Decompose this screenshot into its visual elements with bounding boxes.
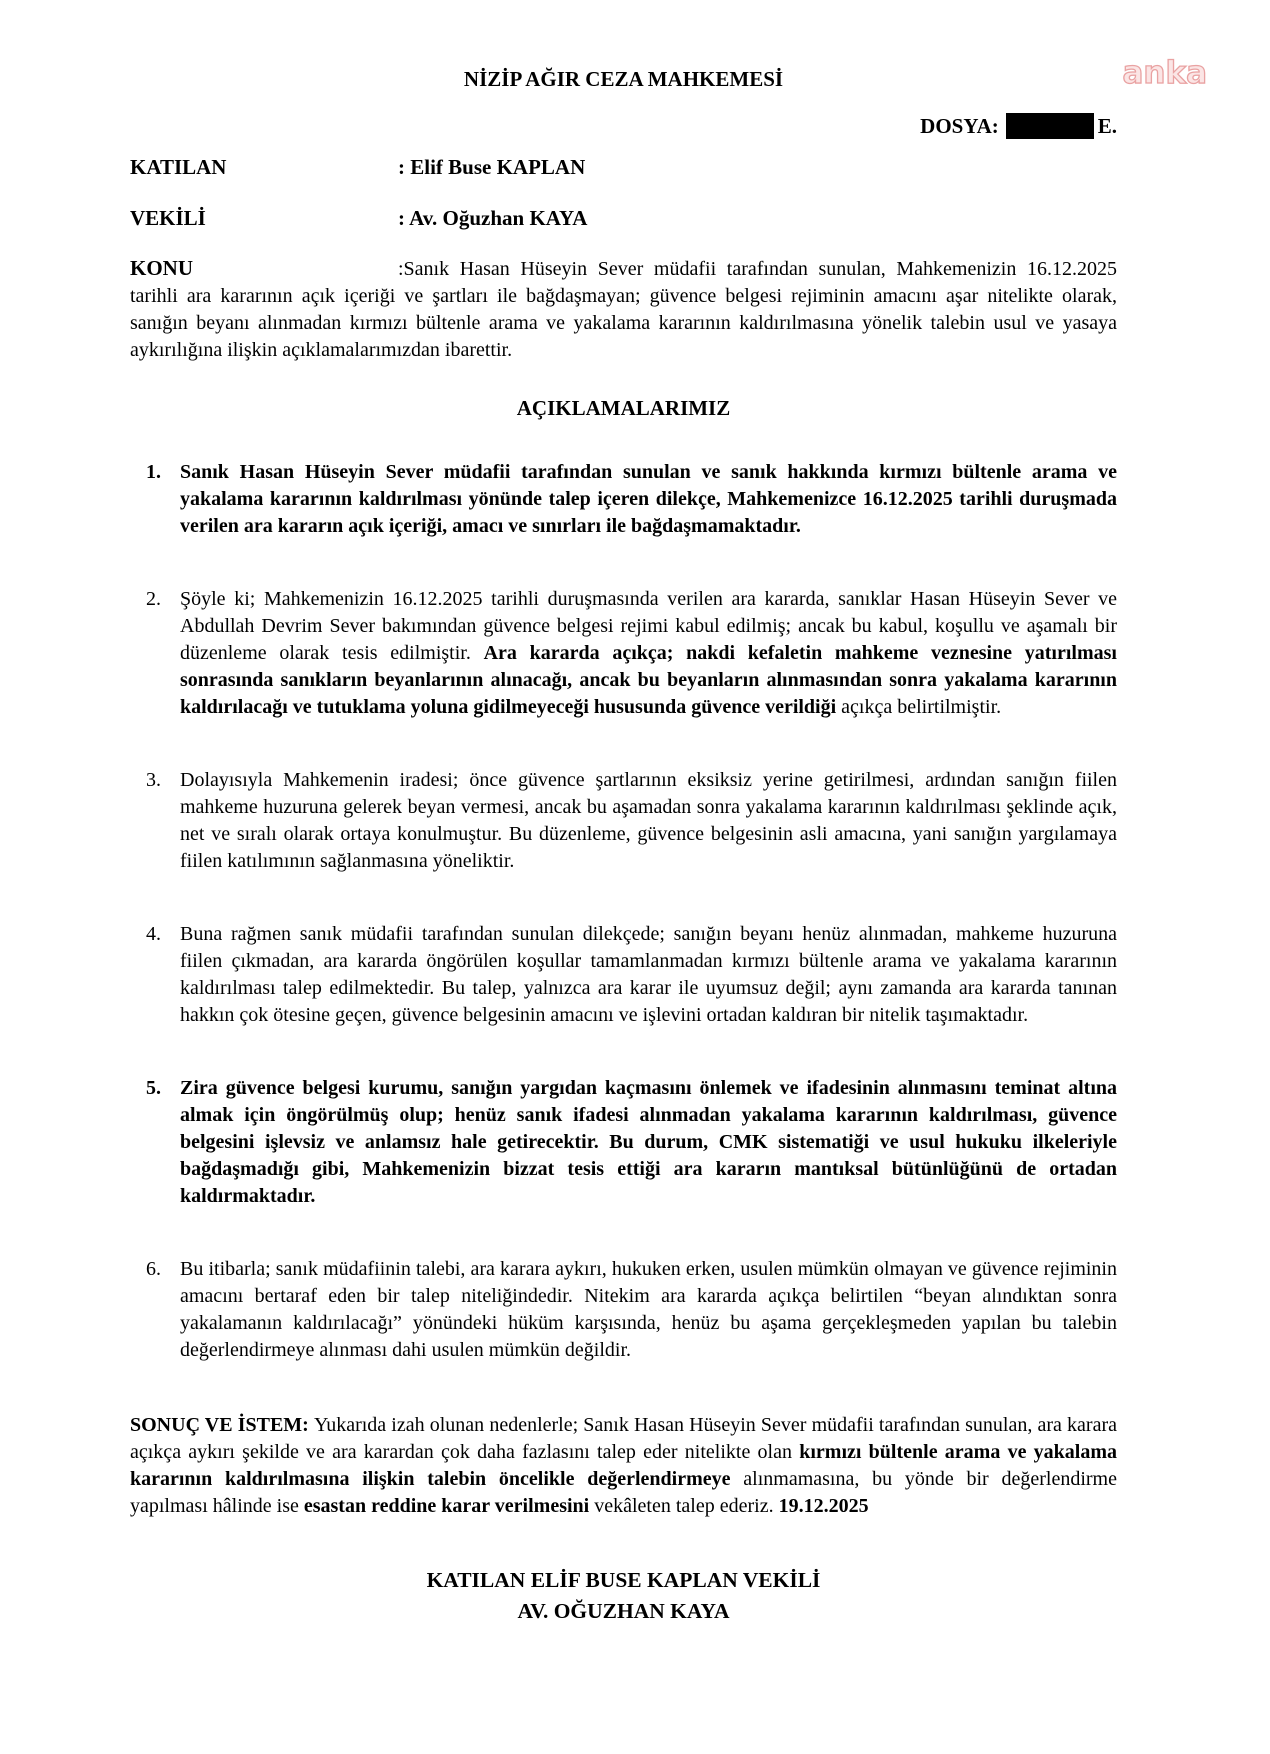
- konu-label: KONU: [130, 256, 193, 280]
- list-item: [130, 1256, 1117, 1364]
- list-item: [130, 586, 1117, 721]
- court-title: NİZİP AĞIR CEZA MAHKEMESİ: [463, 67, 784, 91]
- bold-text-segment: Sanık Hasan Hüseyin Sever müdafii tarafından sunulan ve sanık hakkında kırmızı bültenle arama ve yakalama kararının kaldırılması yönünde talep içeren dilekçe, Mahkemenizce 16.12.2025 tarihli duruşmada verilen ara kararın açık içeriği, amacı ve sınırları ile bağdaşmamaktadır.: [180, 461, 1117, 537]
- bold-text-segment: SONUÇ VE İSTEM:: [130, 1414, 314, 1436]
- text-segment: Şöyle ki; Mahkemenizin 16.12.2025 tarihli duruşmasında verilen ara kararda, sanıklar Hasan Hüseyin Sever ve Abdullah Devrim Sever bakımından güvence belgesi rejimi kabul edilmiş; ancak bu kabul, koşullu ve aşamalı bir düzenleme olarak tesis edilmiştir.: [180, 588, 1117, 664]
- list-item: [130, 1075, 1117, 1210]
- list-item: [130, 921, 1117, 1029]
- section-heading: AÇIKLAMALARIMIZ: [516, 396, 731, 420]
- signature-block: [130, 1565, 1117, 1627]
- list-item-number: 6.: [146, 1258, 161, 1280]
- party-value: : Av. Oğuzhan KAYA: [398, 206, 588, 230]
- konu-paragraph: [130, 255, 1117, 364]
- text-segment: Buna rağmen sanık müdafii tarafından sunulan dilekçede; sanığın beyanı henüz alınmadan, mahkeme huzuruna fiilen çıkmadan, ara kararda öngörülen koşullar tamamlanmadan kırmızı bültenle arama ve yakalama kararının kaldırılması talep edilmektedir. Bu talep, yalnızca ara karar ile uyumsuz değil; aynı zamanda ara kararda tanınan hakkın çok ötesine geçen, güvence belgesinin amacını ve işlevini ortadan kaldıran bir nitelik taşımaktadır.: [180, 923, 1117, 1026]
- signature-line-1: KATILAN ELİF BUSE KAPLAN VEKİLİ: [426, 1568, 821, 1592]
- bold-text-segment: 19.12.2025: [778, 1495, 869, 1517]
- party-row: [130, 154, 1117, 181]
- dosya-suffix: E.: [1097, 114, 1117, 138]
- konu-text: :Sanık Hasan Hüseyin Sever müdafii tarafından sunulan, Mahkemenizin 16.12.2025 tarihli ara kararının açık içeriği ve şartları ile bağdaşmayan; güvence belgesi rejiminin amacını aşar nitelikte olarak, sanığın beyanı alınmadan kırmızı bültenle arama ve yakalama kararının kaldırılmasına yönelik talebin usul ve yasaya aykırılığına ilişkin açıklamalarımızdan ibarettir.: [130, 258, 1117, 361]
- list-item-number: 2.: [146, 588, 161, 610]
- list-item: [130, 767, 1117, 875]
- party-label: VEKİLİ: [130, 206, 206, 230]
- party-label: KATILAN: [130, 155, 227, 179]
- bold-text-segment: Zira güvence belgesi kurumu, sanığın yargıdan kaçmasını önlemek ve ifadesinin alınmasını teminat altına almak için öngörülmüş olup; henüz sanık ifadesi alınmadan yakalama kararının kaldırılması, güvence belgesini işlevsiz ve anlamsız hale getirecektir. Bu durum, CMK sistematiği ve usul hukuku ilkeleriyle bağdaşmadığı gibi, Mahkemenizin bizzat tesis ettiği ara kararın mantıksal bütünlüğünü de ortadan kaldırmaktadır.: [180, 1077, 1117, 1207]
- list-item-number: 5.: [146, 1077, 161, 1099]
- text-segment: Dolayısıyla Mahkemenin iradesi; önce güvence şartlarının eksiksiz yerine getirilmesi, ardından sanığın fiilen mahkeme huzuruna gelerek beyan vermesi, ancak bu aşamadan sonra yakalama kararının kaldırılması şeklinde açık, net ve sıralı olarak ortaya konulmuştur. Bu düzenleme, güvence belgesinin asli amacına, yani sanığın yargılamaya fiilen katılımının sağlanmasına yöneliktir.: [180, 769, 1117, 872]
- conclusion-paragraph: [130, 1412, 1117, 1520]
- list-item-text: [180, 586, 1117, 721]
- list-item-text: [180, 1075, 1117, 1210]
- bold-text-segment: kırmızı bültenle arama ve yakalama kararının kaldırılmasına ilişkin talebin öncelikle değerlendirmeye: [130, 1441, 1118, 1490]
- document-content: [130, 66, 1117, 1627]
- text-segment: alınmamasına, bu yönde bir değerlendirme yapılması hâlinde ise: [130, 1468, 1117, 1517]
- text-segment: Yukarıda izah olunan nedenlerle; Sanık Hasan Hüseyin Sever müdafii tarafından sunulan, ara karara açıkça aykırı şekilde ve ara karardan çok daha fazlasını talep eder nitelikte olan: [130, 1414, 1117, 1463]
- list-item-text: [180, 921, 1117, 1029]
- list-item: [130, 459, 1117, 540]
- dosya-label: DOSYA:: [920, 114, 999, 138]
- party-row: [130, 205, 1117, 232]
- bold-text-segment: esastan reddine karar verilmesini: [303, 1495, 595, 1517]
- list-item-text: [180, 1256, 1117, 1364]
- signature-line-2: AV. OĞUZHAN KAYA: [517, 1599, 730, 1623]
- text-segment: vekâleten talep ederiz.: [594, 1495, 779, 1517]
- text-segment: açıkça belirtilmiştir.: [841, 696, 1002, 718]
- bold-text-segment: Ara kararda açıkça; nakdi kefaletin mahkeme veznesine yatırılması sonrasında sanıkların beyanlarının alınacağı, ancak bu beyanların alınmasından sonra yakalama kararının kaldırılacağı ve tutuklama yoluna gidilmeyeceği hususunda güvence verildiği: [180, 642, 1117, 718]
- anka-watermark: anka: [1122, 55, 1207, 91]
- party-value: : Elif Buse KAPLAN: [398, 155, 586, 179]
- list-item-text: [180, 767, 1117, 875]
- numbered-list: [130, 459, 1117, 1364]
- list-item-number: 4.: [146, 923, 161, 945]
- parties: [130, 154, 1117, 232]
- redaction-box: [1006, 113, 1094, 139]
- list-item-number: 1.: [146, 461, 161, 483]
- list-item-number: 3.: [146, 769, 161, 791]
- list-item-text: [180, 459, 1117, 540]
- dosya-line: [130, 113, 1117, 140]
- text-segment: Bu itibarla; sanık müdafiinin talebi, ara karara aykırı, hukuken erken, usulen mümkün olmayan ve güvence rejiminin amacını bertaraf eden bir talep niteliğindedir. Nitekim ara kararda açıkça belirtilen “beyan alındıktan sonra yakalamanın kaldırılacağı” yönündeki hüküm karşısında, henüz bu aşama gerçekleşmeden yapılan bu talebin değerlendirmeye alınması dahi usulen mümkün değildir.: [180, 1258, 1117, 1361]
